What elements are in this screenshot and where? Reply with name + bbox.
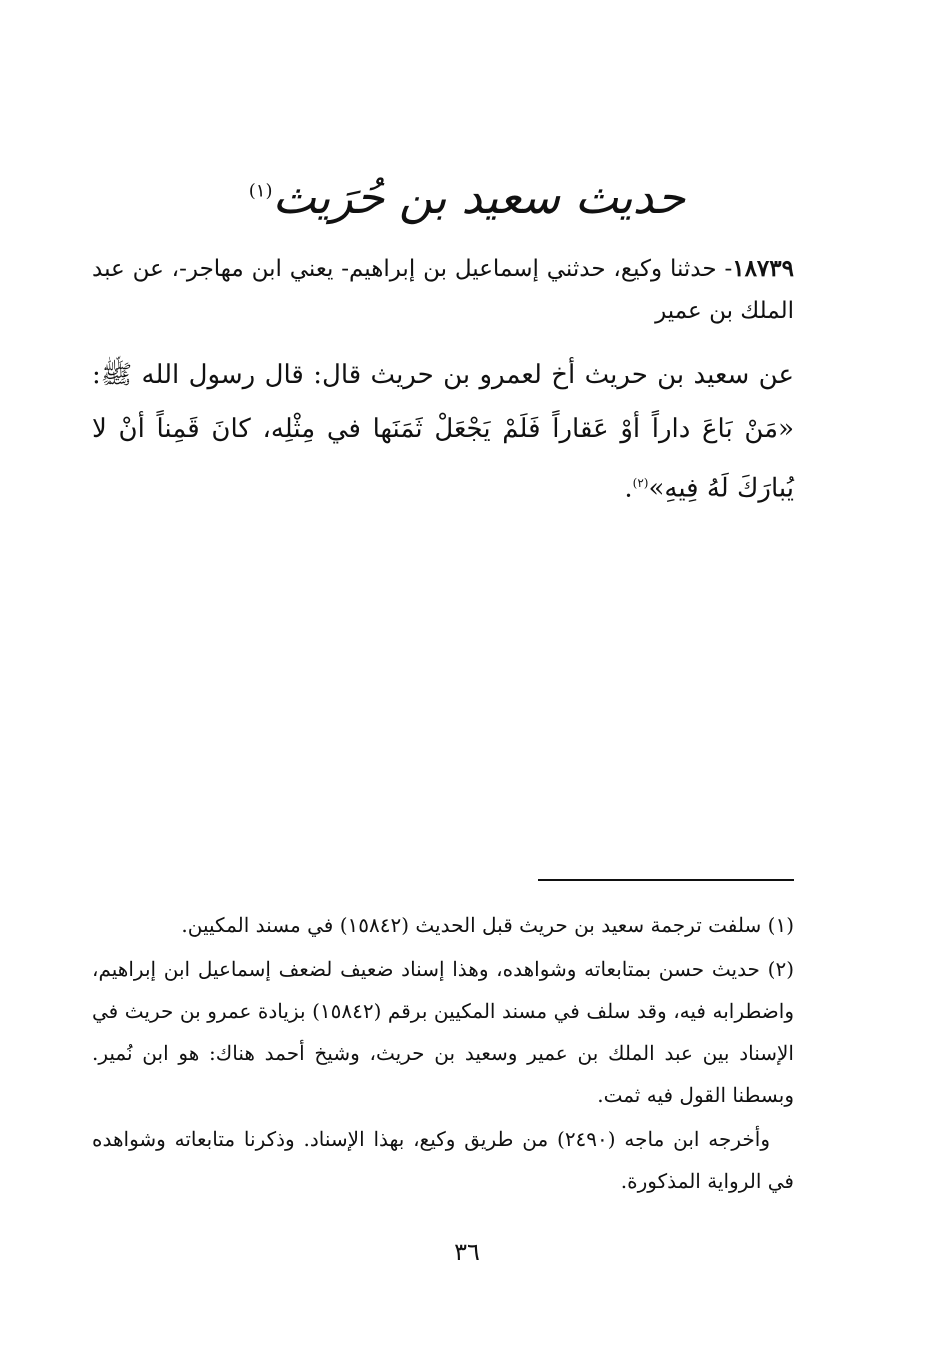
section-title [0, 170, 934, 224]
footnotes-section [92, 904, 794, 1204]
matn-end-mark: . [624, 473, 633, 504]
matn-text: عن سعيد بن حريث أخ لعمرو بن حريث قال: قال رسول الله ﷺ: «مَنْ بَاعَ داراً أوْ عَقاراً فَلَمْ يَجْعَلْ ثَمَنَها في مِثْلِه، كانَ قَمِناً أنْ لا يُبارَكَ لَهُ فِيهِ» [92, 360, 794, 504]
footnote-divider [538, 879, 794, 881]
isnad-text: - حدثنا وكيع، حدثني إسماعيل بن إبراهيم- يعني ابن مهاجر-، عن عبد الملك بن عمير [92, 256, 794, 324]
footnote-2-continued: وأخرجه ابن ماجه (٢٤٩٠) من طريق وكيع، بهذا الإسناد. وذكرنا متابعاته وشواهده في الرواية المذكورة. [92, 1127, 794, 1193]
footnote-1: (١) سلفت ترجمة سعيد بن حريث قبل الحديث (١٥٨٤٢) في مسند المكيين. [181, 913, 794, 937]
footnote-2: (٢) حديث حسن بمتابعاته وشواهده، وهذا إسناد ضعيف لضعف إسماعيل ابن إبراهيم، واضطرابه فيه، وقد سلف في مسند المكيين برقم (١٥٨٤٢) بزيادة عمرو بن حريث في الإسناد بين عبد الملك بن عمير وسعيد بن حريث، وشيخ أحمد هناك: هو ابن نُمير. وبسطنا القول فيه ثمت. [92, 957, 794, 1107]
hadith-isnad [92, 248, 794, 332]
matn-footnote-marker: (٢) [632, 476, 649, 490]
section-title-text: حديث سعيد بن حُرَيث [272, 170, 686, 224]
page-number: ٣٦ [454, 1238, 480, 1266]
hadith-number: ١٨٧٣٩ [732, 255, 794, 282]
title-footnote-marker: (١) [248, 180, 273, 202]
hadith-matn [92, 348, 794, 516]
